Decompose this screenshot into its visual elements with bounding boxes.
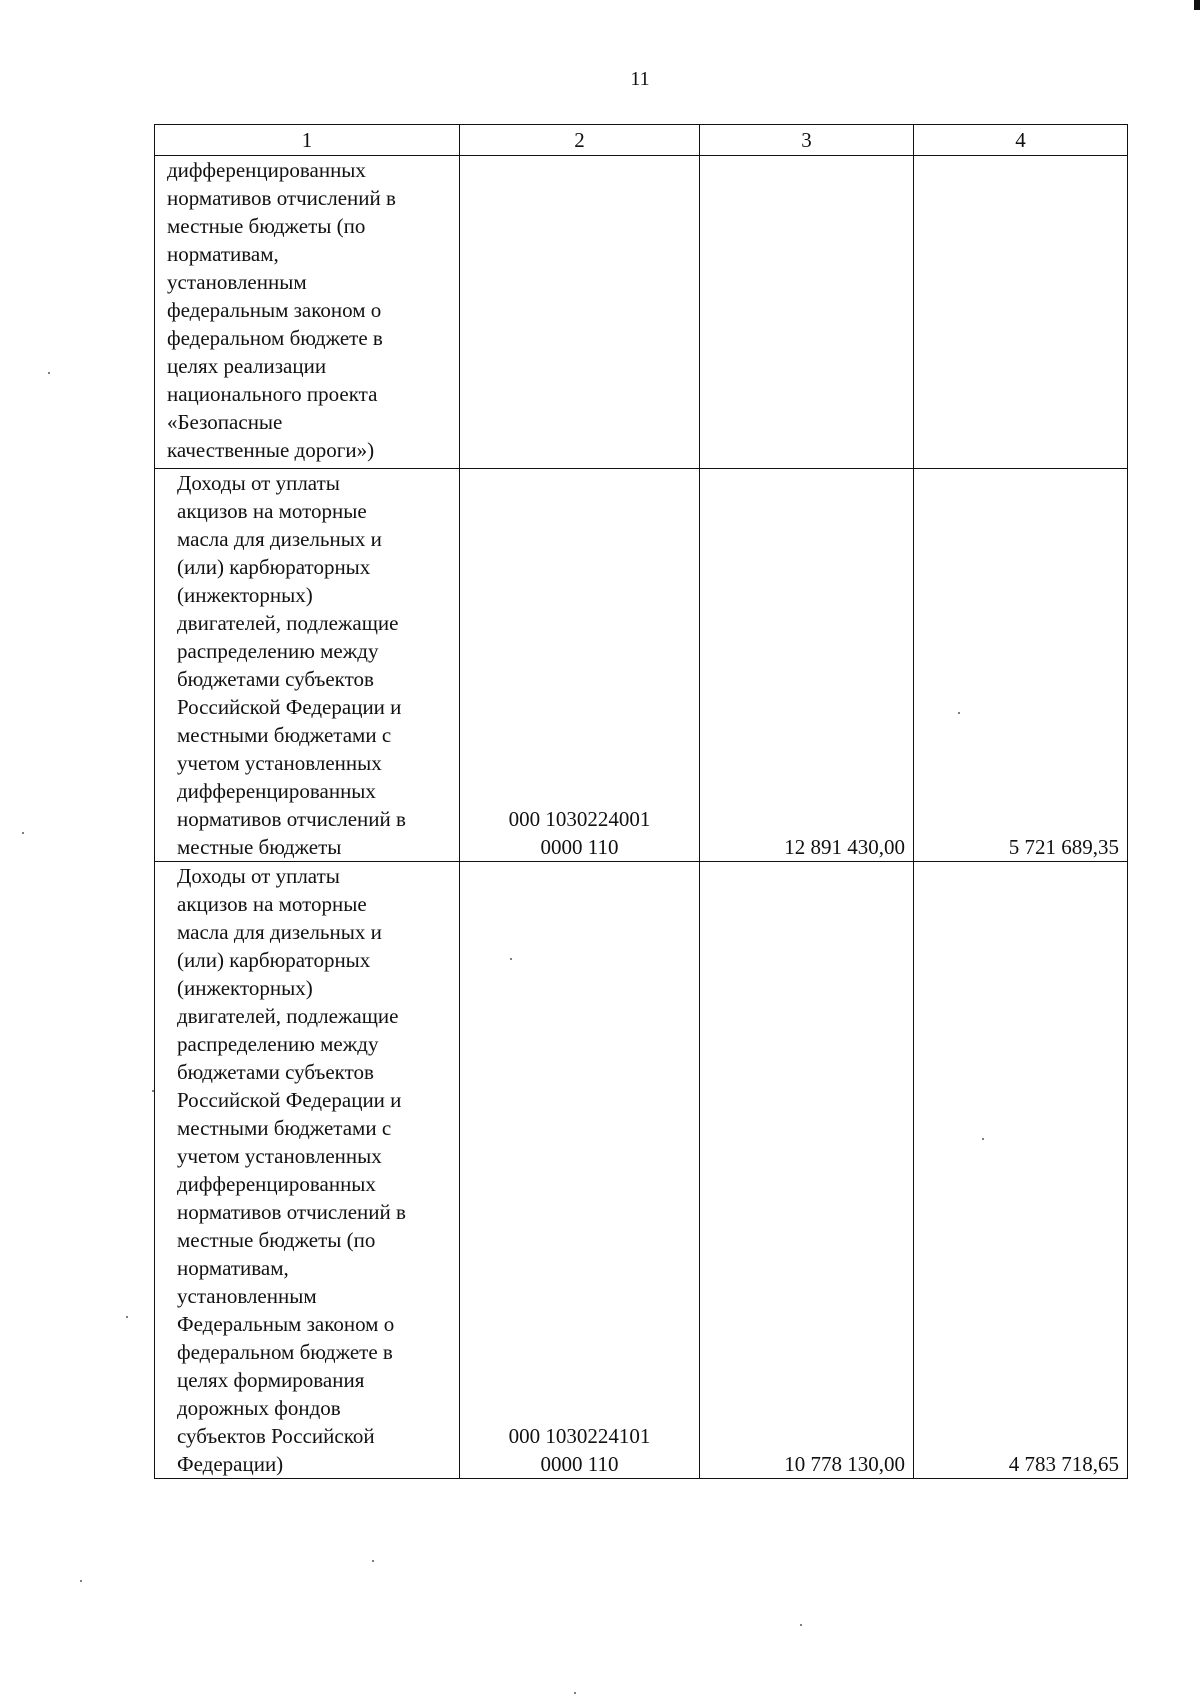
scan-speck bbox=[48, 372, 50, 374]
actual-amount-cell bbox=[914, 156, 1128, 469]
scan-speck bbox=[80, 1580, 82, 1582]
plan-amount-cell bbox=[700, 156, 914, 469]
column-header-3: 3 bbox=[700, 125, 914, 156]
revenue-name-text: дифференцированных нормативов отчислений в местные бюджеты (по нормативам, установленным федеральным законом о федеральном бюджете в целях реализации национального проекта «Безопасные качественные дороги») bbox=[167, 158, 396, 462]
column-header-2: 2 bbox=[460, 125, 700, 156]
budget-revenue-table bbox=[154, 124, 1128, 1479]
budget-code-cell: 000 1030224001 0000 110 bbox=[460, 469, 700, 862]
scan-speck bbox=[126, 1316, 128, 1318]
scan-edge-mark bbox=[1194, 0, 1200, 10]
budget-code-cell bbox=[460, 156, 700, 469]
column-header-1: 1 bbox=[155, 125, 460, 156]
scan-speck bbox=[510, 958, 512, 960]
scan-speck bbox=[22, 832, 24, 834]
actual-amount-cell: 5 721 689,35 bbox=[914, 469, 1128, 862]
scan-speck bbox=[372, 1560, 374, 1562]
actual-amount-cell: 4 783 718,65 bbox=[914, 862, 1128, 1479]
revenue-name-text: Доходы от уплаты акцизов на моторные масла для дизельных и (или) карбюраторных (инжекторных) двигателей, подлежащие распределению между бюджетами субъектов Российской Федерации и местными бюджетами с учетом установленных дифференцированных нормативов отчислений в местные бюджеты bbox=[177, 471, 406, 859]
scan-speck bbox=[574, 1692, 576, 1694]
plan-amount-cell: 12 891 430,00 bbox=[700, 469, 914, 862]
table-row bbox=[155, 469, 1128, 862]
scan-speck bbox=[152, 1090, 154, 1092]
plan-amount-cell: 10 778 130,00 bbox=[700, 862, 914, 1479]
page-number: 11 bbox=[630, 68, 650, 90]
revenue-name-cell bbox=[155, 862, 460, 1479]
column-header-4: 4 bbox=[914, 125, 1128, 156]
scan-speck bbox=[982, 1138, 984, 1140]
revenue-name-text: Доходы от уплаты акцизов на моторные масла для дизельных и (или) карбюраторных (инжекторных) двигателей, подлежащие распределению между бюджетами субъектов Российской Федерации и местными бюджетами с учетом установленных дифференцированных нормативов отчислений в местные бюджеты (по нормативам, установленным Федеральным законом о федеральном бюджете в целях формирования дорожных фондов субъектов Российской Федерации) bbox=[177, 864, 406, 1476]
budget-code-cell: 000 1030224101 0000 110 bbox=[460, 862, 700, 1479]
revenue-name-cell bbox=[155, 156, 460, 469]
table-header-row bbox=[155, 125, 1128, 156]
table-row bbox=[155, 862, 1128, 1479]
revenue-name-cell bbox=[155, 469, 460, 862]
scan-speck bbox=[800, 1624, 802, 1626]
table-row bbox=[155, 156, 1128, 469]
scan-speck bbox=[958, 712, 960, 714]
